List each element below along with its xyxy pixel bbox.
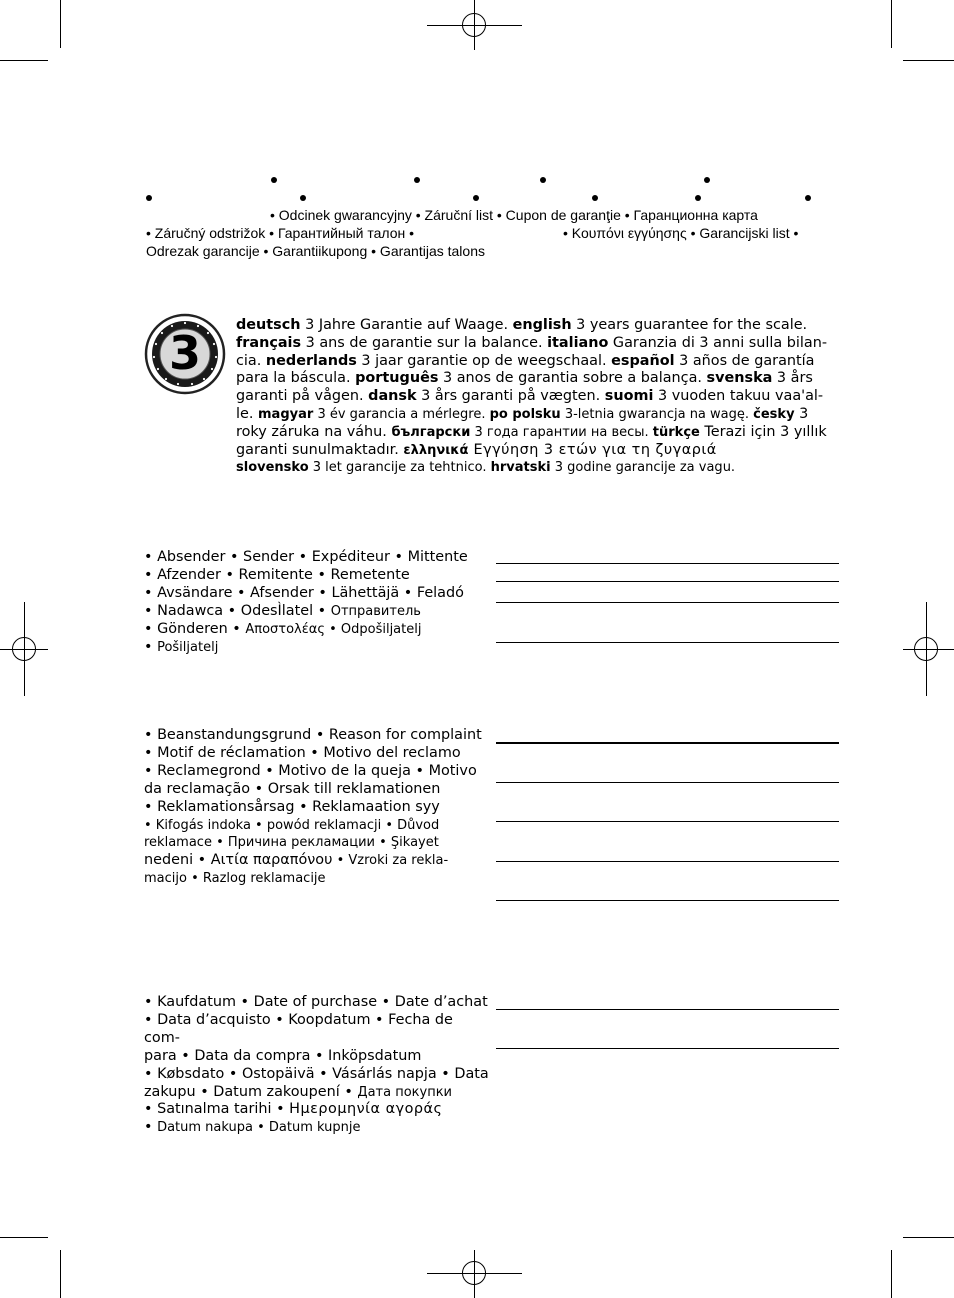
complaint-line: da reclamação • Orsak till reklamationen — [144, 780, 441, 797]
purchase-line: • Satınalma tarihi • Ημερομηνία αγοράς — [144, 1101, 443, 1118]
purchase-line: • Datum nakupa • Datum kupnje — [144, 1119, 361, 1136]
header-line-2b: • Κουπόνι εγγύησης • Garancijski list • — [563, 225, 799, 241]
purchase-line: • Kaufdatum • Date of purchase • Date d’achat — [144, 994, 488, 1010]
complaint-line: reklamace • Причина рекламации • Şikayet — [144, 835, 439, 851]
lang-deutsch: deutsch — [236, 317, 301, 333]
complaint-field-line[interactable] — [496, 821, 839, 822]
text-magyar: 3 év garancia a mérlegre. — [313, 406, 490, 422]
text-portugues: 3 anos de garantia sobre a balança. — [438, 370, 707, 387]
complaint-line: • Beanstandungsgrund • Reason for complaint — [144, 727, 482, 743]
lang-espanol: español — [611, 352, 675, 369]
lang-english: english — [512, 317, 572, 333]
text-espanol: 3 años de garantía para la báscula. — [236, 352, 815, 387]
text-polski: 3-letnia gwarancja na wagę. — [560, 406, 754, 422]
guarantee-seal — [144, 313, 226, 395]
text-bulgarski: 3 года гарантии на весы. — [470, 424, 653, 440]
complaint-line: • Motif de réclamation • Motivo del reclamo — [144, 744, 461, 761]
lang-suomi: suomi — [604, 388, 654, 405]
sender-line: • Nadawca • OdesÌlatel • Отправитель — [144, 602, 421, 619]
purchase-line: • Data d’acquisto • Koopdatum • Fecha de com- — [144, 1011, 453, 1046]
purchase-date-field-line[interactable] — [496, 1009, 839, 1010]
text-turkce: Terazi için 3 yıllık garanti sunulmaktadır. — [236, 423, 827, 458]
complaint-label — [144, 727, 489, 888]
text-deutsch: 3 Jahre Garantie auf Waage. — [300, 317, 513, 333]
text-ellinika: Εγγύηση 3 ετών για τη ζυγαριά — [468, 441, 717, 458]
lang-bulgarski: български — [391, 424, 471, 440]
complaint-line: • Reclamegrond • Motivo de la queja • Motivo — [144, 762, 477, 779]
text-cesky: 3 roky záruka na váhu. — [236, 405, 809, 440]
complaint-field-line[interactable] — [496, 861, 839, 862]
purchase-line: para • Data da compra • Inköpsdatum — [144, 1047, 422, 1064]
complaint-field-line[interactable] — [496, 742, 839, 744]
lang-italiano: italiano — [547, 334, 609, 351]
text-english: 3 years guarantee for the scale. — [571, 317, 808, 333]
sender-field-line[interactable] — [496, 602, 839, 603]
lang-ellinika: ελληνικά — [403, 442, 469, 458]
sender-line: • Gönderen • Αποστολέας • Odpošiljatelj — [144, 620, 422, 637]
header-line-3: Odrezak garancije • Garantiikupong • Garantijas talons — [146, 243, 485, 259]
sender-line: • Pošiljatelj — [144, 638, 219, 655]
text-slovensko: 3 let garancije za tehtnico. — [308, 460, 491, 476]
text-suomi: 3 vuoden takuu vaa'al-le. — [236, 388, 824, 422]
complaint-line: • Reklamationsårsag • Reklamaation syy — [144, 798, 440, 815]
sender-line: • Avsändare • Afsender • Lähettäjä • Feladó — [144, 584, 464, 601]
text-italiano: Garanzia di 3 anni sulla bilan-cia. — [236, 334, 828, 369]
sender-line: • Absender • Sender • Expéditeur • Mittente — [144, 549, 468, 565]
warranty-statement — [236, 317, 836, 477]
lang-dansk: dansk — [368, 388, 417, 405]
sender-line: • Afzender • Remitente • Remetente — [144, 566, 410, 583]
complaint-line: nedeni • Αιτία παραπόνου • Vzroki za rekla- — [144, 852, 449, 869]
text-hrvatski: 3 godine garancije za vagu. — [550, 460, 736, 476]
lang-nederlands: nederlands — [265, 352, 357, 369]
purchase-line: zakupu • Datum zakoupení • Дата покупки — [144, 1083, 452, 1100]
text-nederlands: 3 jaar garantie op de weegschaal. — [356, 352, 612, 369]
seal-number: 3 — [168, 326, 201, 380]
text-francais: 3 ans de garantie sur la balance. — [301, 334, 548, 351]
lang-slovensko: slovensko — [236, 460, 309, 476]
lang-francais: français — [236, 334, 302, 351]
sender-label — [144, 549, 489, 656]
purchase-line: • Købsdato • Ostopäivä • Vásárlás napja • Data — [144, 1065, 489, 1082]
complaint-line: macijo • Razlog reklamacije — [144, 871, 326, 887]
purchase-date-field-line[interactable] — [496, 1048, 839, 1049]
lang-portugues: português — [355, 370, 439, 387]
sender-field-line[interactable] — [496, 563, 839, 564]
header-line-2a: • Záručný odstrižok • Гарантийный талон • — [146, 225, 415, 241]
complaint-field-line[interactable] — [496, 782, 839, 783]
lang-svenska: svenska — [706, 370, 773, 387]
sender-field-line[interactable] — [496, 642, 839, 643]
sender-field-line[interactable] — [496, 581, 839, 582]
purchase-date-label — [144, 994, 489, 1137]
lang-cesky: česky — [753, 406, 795, 422]
text-dansk: 3 års garanti på vægten. — [416, 388, 605, 405]
lang-hrvatski: hrvatski — [490, 460, 551, 476]
lang-polski: po polsku — [489, 406, 561, 422]
lang-turkce: türkçe — [652, 424, 700, 440]
complaint-line: • Kifogás indoka • powód reklamacji • Důvod — [144, 817, 440, 833]
header-line-1: • Odcinek gwarancyjny • Záruční list • Cupon de garanţie • Гаранционна карта — [270, 207, 758, 223]
lang-magyar: magyar — [258, 406, 314, 422]
complaint-field-line[interactable] — [496, 900, 839, 901]
text-svenska: 3 års garanti på vågen. — [236, 370, 813, 405]
